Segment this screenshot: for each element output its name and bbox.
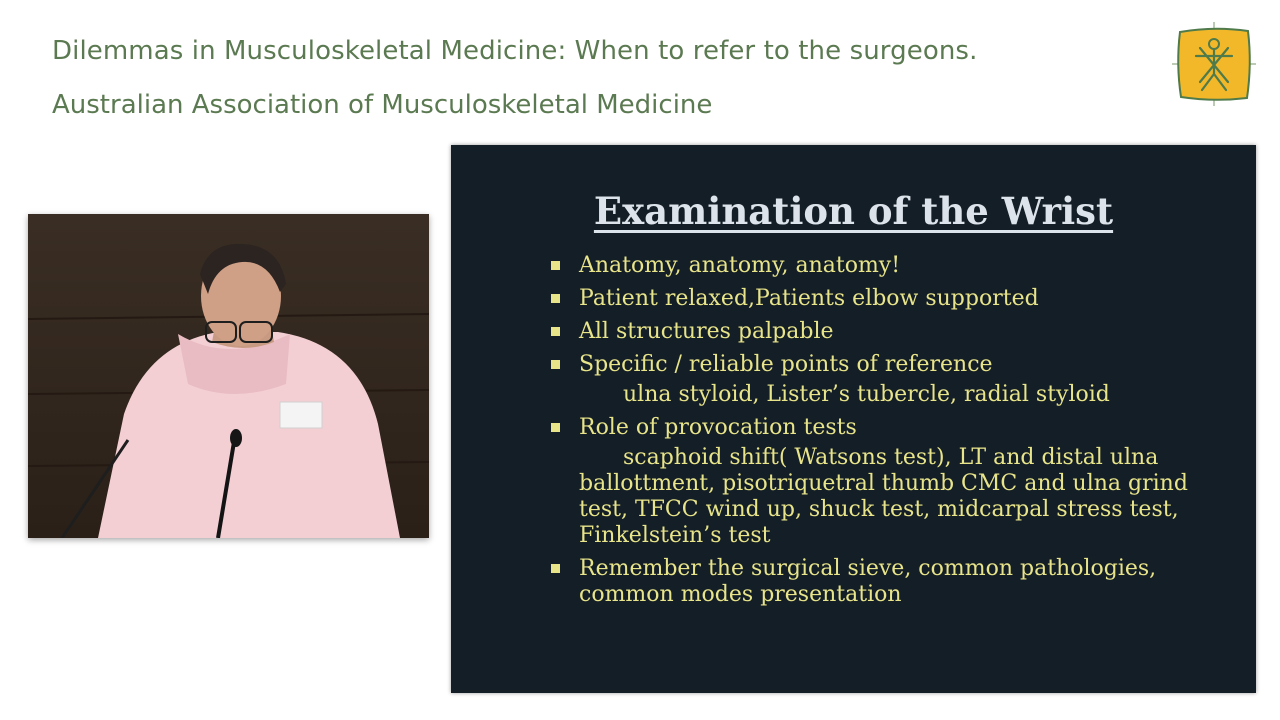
slide-sub-bullet: ulna styloid, Lister’s tubercle, radial styloid <box>623 382 1110 407</box>
slide-bullet: Anatomy, anatomy, anatomy! <box>549 253 1229 279</box>
slide-bullet: Remember the surgical sieve, common pathologies, common modes presentation <box>549 556 1229 608</box>
slide-bullet: Role of provocation tests <box>549 415 1229 441</box>
slide-bullet: Patient relaxed,Patients elbow supported <box>549 286 1229 312</box>
presentation-slide <box>451 145 1256 693</box>
slide-bullet-list <box>549 253 1229 608</box>
slide-bullet: All structures palpable <box>549 319 1229 345</box>
slide-bullet: Specific / reliable points of reference <box>549 352 1229 378</box>
header-subtitle: Australian Association of Musculoskeletal Medicine <box>52 90 713 120</box>
slide-title: Examination of the Wrist <box>593 189 1114 233</box>
slide-sub-bullet: scaphoid shift( Watsons test), LT and distal ulna ballottment, pisotriquetral thumb CMC and ulna grind test, TFCC wind up, shuck test, midcarpal stress test, Finkelstein’s test <box>579 445 1188 548</box>
header-title: Dilemmas in Musculoskeletal Medicine: When to refer to the surgeons. <box>52 36 978 66</box>
presenter-video-frame <box>28 214 429 538</box>
human-figure-logo-icon <box>1172 22 1256 106</box>
